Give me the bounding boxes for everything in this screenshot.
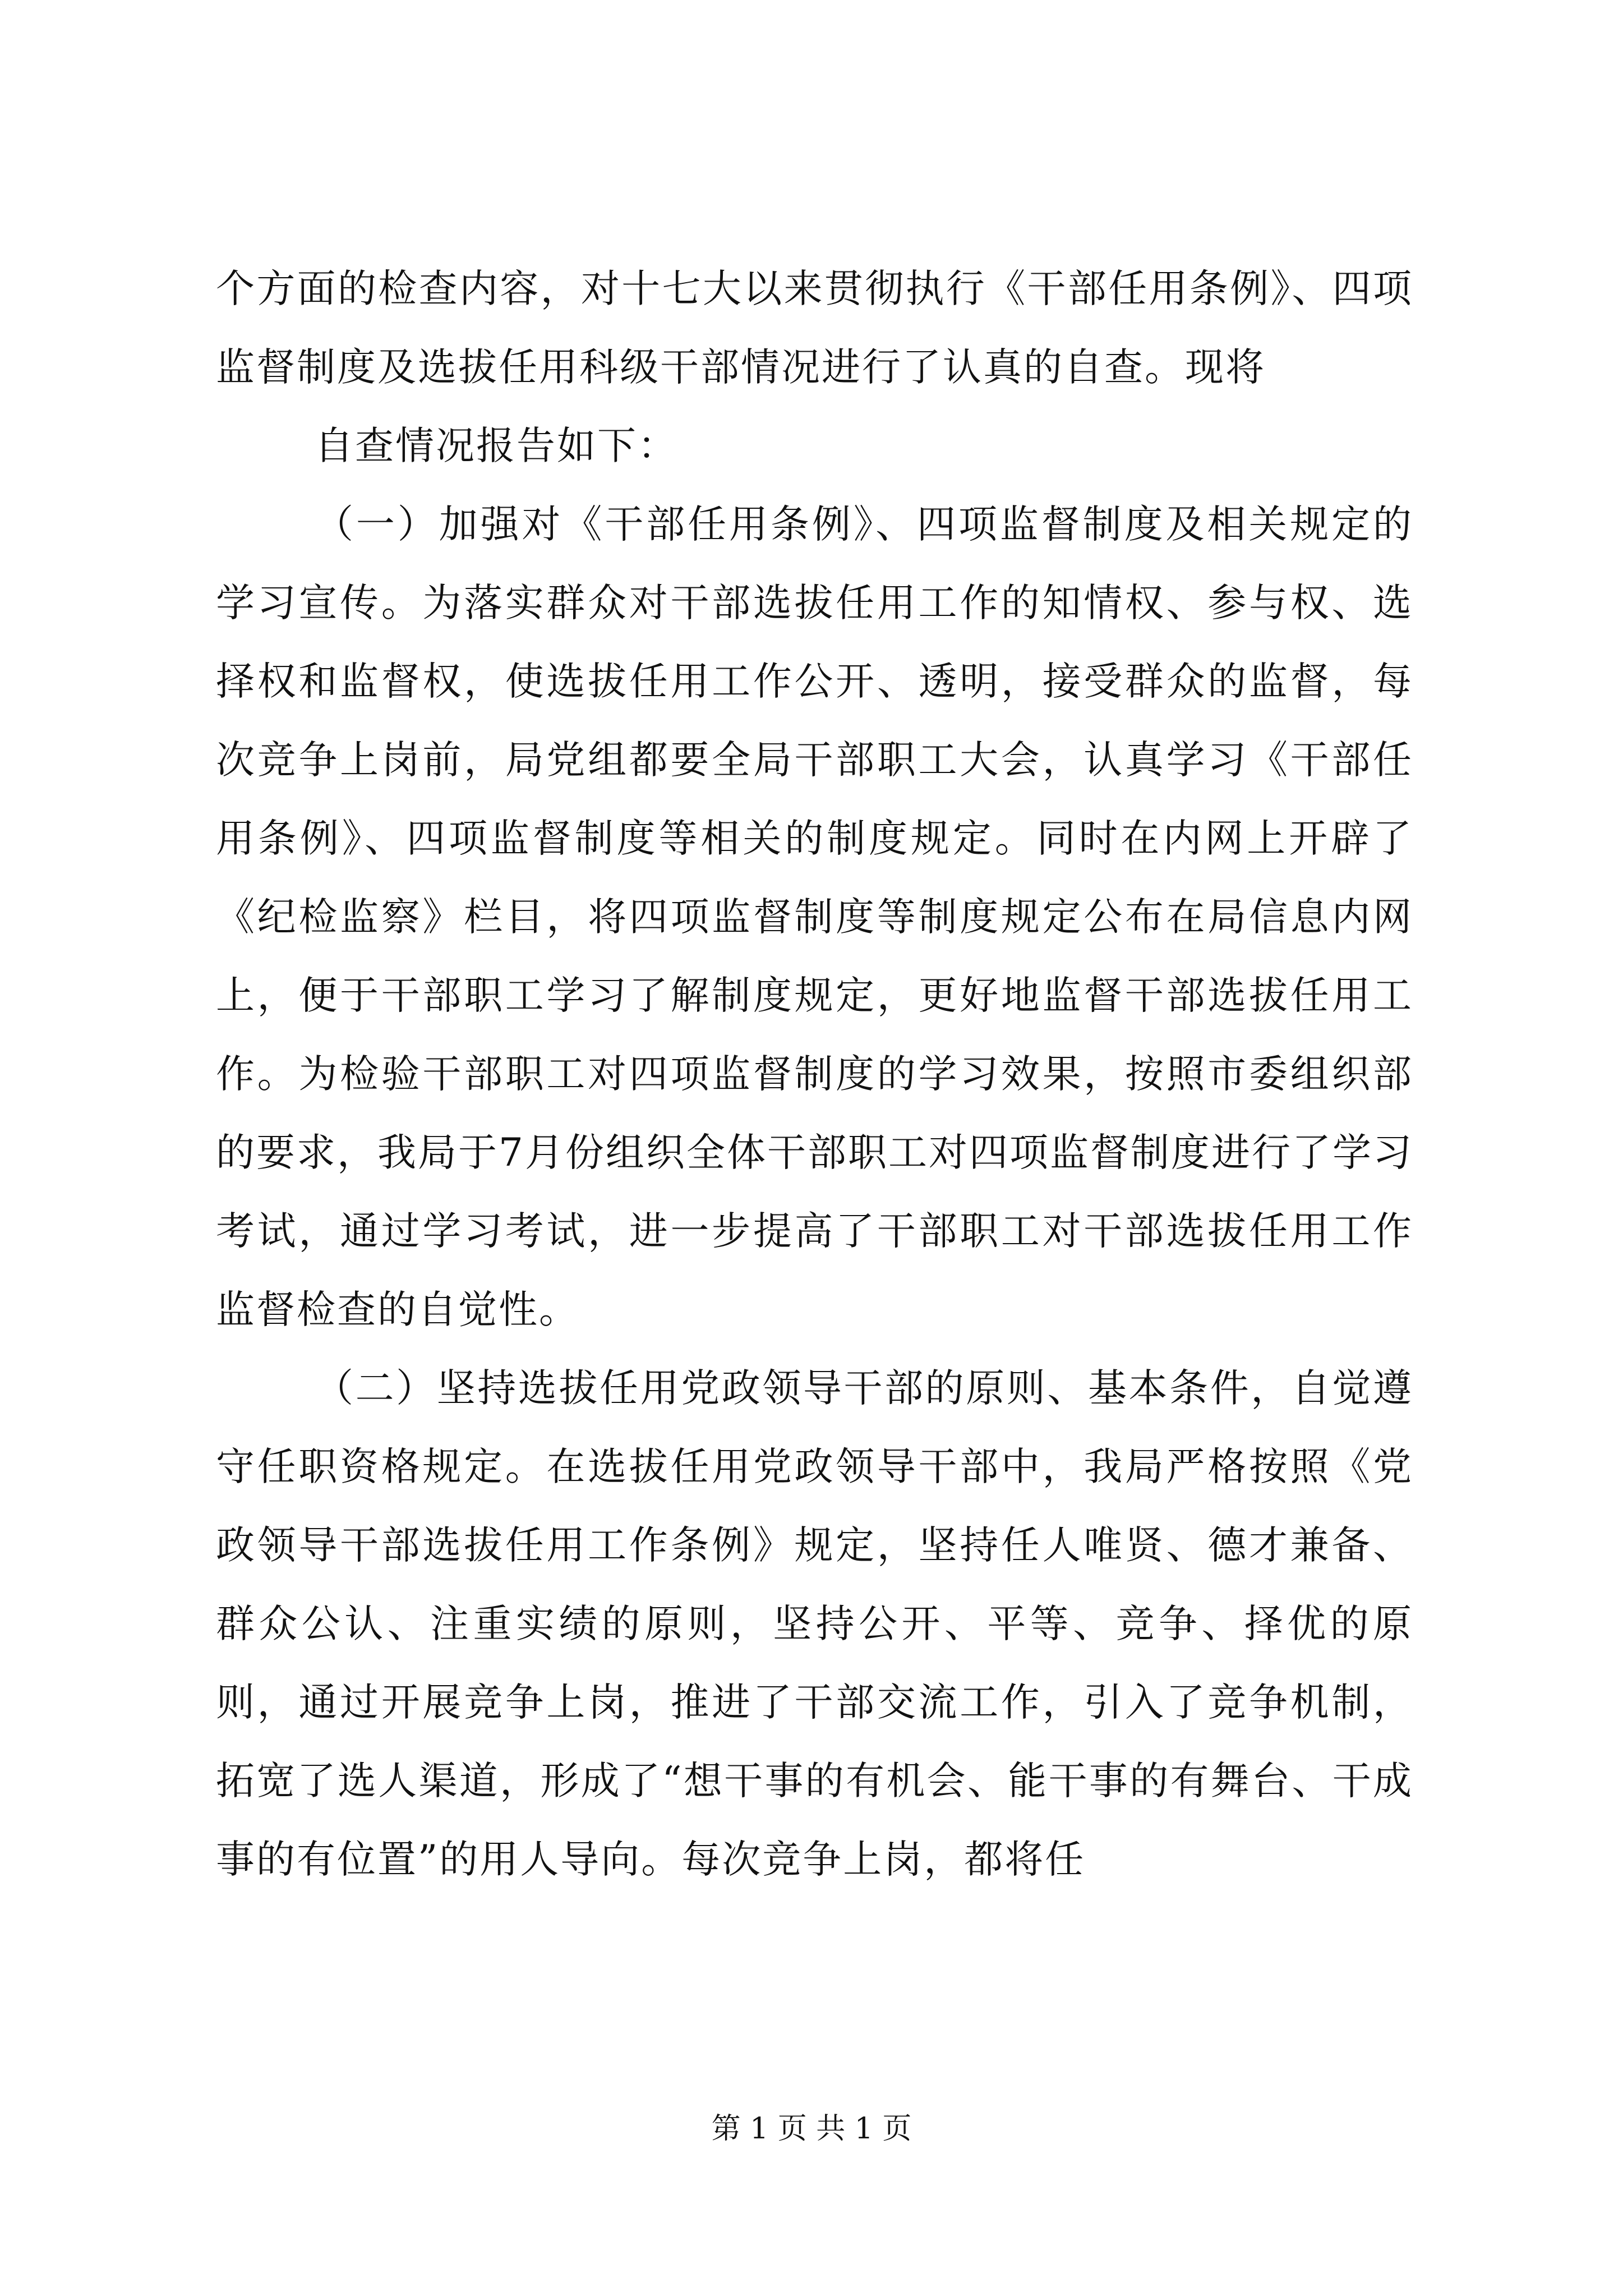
paragraph-continued: 个方面的检查内容，对十七大以来贯彻执行《干部任用条例》、四项监督制度及选拔任用科级干部情况进行了认真的自查。现将 — [216, 266, 1413, 390]
paragraph-report-intro: 自查情况报告如下： — [315, 424, 678, 468]
paragraph-section-two: （二）坚持选拔任用党政领导干部的原则、基本条件，自觉遵守任职资格规定。在选拔任用党政领导干部中，我局严格按照《党政领导干部选拔任用工作条例》规定，坚持任人唯贤、德才兼备、群众公认、注重实绩的原则，坚持公开、平等、竞争、择优的原则，通过开展竞争上岗，推进了干部交流工作，引入了竞争机制，拓宽了选人渠道，形成了“想干事的有机会、能干事的有舞台、干成事的有位置”的用人导向。每次竞争上岗，都将任 — [216, 1366, 1413, 1882]
document-body — [216, 250, 1413, 1899]
page-footer: 第 1 页 共 1 页 — [711, 2112, 912, 2146]
paragraph-section-one: （一）加强对《干部任用条例》、四项监督制度及相关规定的学习宣传。为落实群众对干部选拔任用工作的知情权、参与权、选择权和监督权，使选拔任用工作公开、透明，接受群众的监督，每次竞争上岗前，局党组都要全局干部职工大会，认真学习《干部任用条例》、四项监督制度等相关的制度规定。同时在内网上开辟了《纪检监察》栏目，将四项监督制度等制度规定公布在局信息内网上，便于干部职工学习了解制度规定，更好地监督干部选拔任用工作。为检验干部职工对四项监督制度的学习效果，按照市委组织部的要求，我局于7月份组织全体干部职工对四项监督制度进行了学习考试，通过学习考试，进一步提高了干部职工对干部选拔任用工作监督检查的自觉性。 — [216, 502, 1413, 1332]
